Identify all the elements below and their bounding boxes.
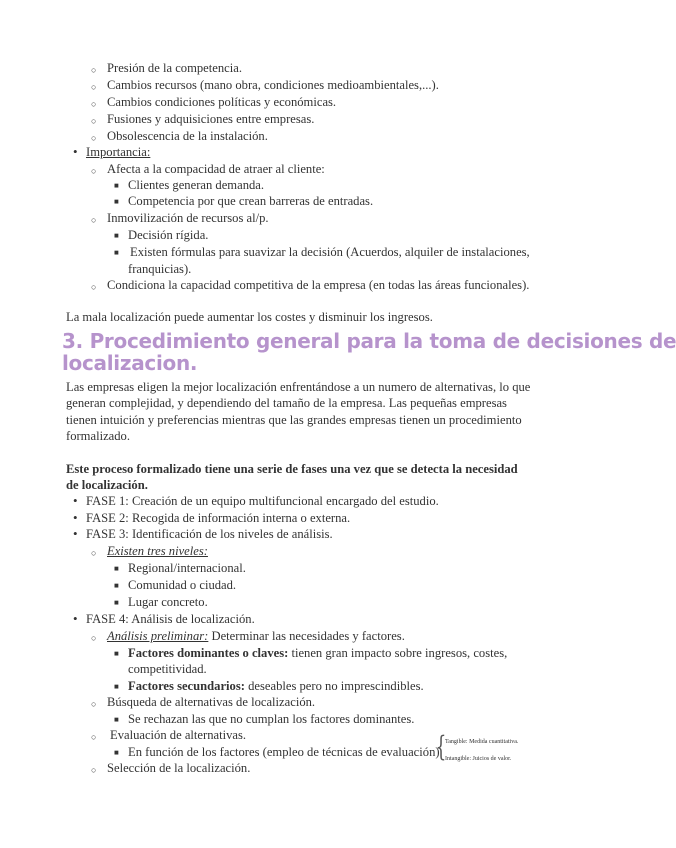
square-bullet: ■ <box>114 598 119 607</box>
list-item: Obsolescencia de la instalación. <box>107 129 268 143</box>
circle-bullet: ○ <box>91 282 97 292</box>
factores-dominantes-label: Factores dominantes o claves: <box>128 646 289 660</box>
list-item: Competencia por que crean barreras de entradas. <box>128 194 374 208</box>
fase-2 <box>86 510 350 526</box>
square-bullet: ■ <box>114 248 119 257</box>
section-title: 3. Procedimiento general para la toma de decisiones de <box>62 329 676 353</box>
circle-bullet: ○ <box>91 633 97 643</box>
importancia-heading: Importancia: <box>86 145 151 159</box>
list-item: Regional/internacional. <box>128 561 246 575</box>
list-item: Cambios recursos (mano obra, condiciones medioambientales,...). <box>107 78 439 92</box>
factores-dominantes-continuation: competitividad. <box>128 662 207 676</box>
fase-3-text: Identificación de los niveles de análisis. <box>128 527 333 541</box>
analisis-preliminar-text: Determinar las necesidades y factores. <box>208 629 405 643</box>
fase-1-text: Creación de un equipo multifuncional encargado del estudio. <box>128 494 439 508</box>
circle-bullet: ○ <box>91 765 97 775</box>
disc-bullet: • <box>73 144 78 159</box>
list-item: Cambios condiciones políticas y económicas. <box>107 95 337 109</box>
list-item: Se rechazan las que no cumplan los factores dominantes. <box>128 712 415 726</box>
list-item: Condiciona la capacidad competitiva de la empresa (en todas las áreas funcionales). <box>107 278 530 292</box>
list-item: En función de los factores (empleo de técnicas de evaluación) <box>128 745 440 759</box>
brace-symbol: { <box>435 730 447 763</box>
list-item: Comunidad o ciudad. <box>128 578 237 592</box>
list-item: Selección de la localización. <box>107 761 251 775</box>
square-bullet: ■ <box>114 682 119 691</box>
fase-1-label: FASE 1: <box>86 494 129 508</box>
list-item: Existen fórmulas para suavizar la decisión (Acuerdos, alquiler de instalaciones, <box>130 245 530 259</box>
circle-bullet: ○ <box>91 166 97 176</box>
paragraph: La mala localización puede aumentar los costes y disminuir los ingresos. <box>66 310 433 324</box>
fase-2-label: FASE 2: <box>86 511 129 525</box>
tangible-note: Tangible: Medida cuantitativa. <box>445 739 519 745</box>
circle-bullet: ○ <box>91 82 97 92</box>
paragraph-line: tienen intuición y preferencias mientras que las grandes empresas tienen un procedimiento <box>66 413 522 427</box>
factores-secundarios <box>128 678 424 694</box>
factores-dominantes <box>128 645 507 661</box>
circle-bullet: ○ <box>91 65 97 75</box>
factores-secundarios-text: deseables pero no imprescindibles. <box>244 679 424 693</box>
list-item: Decisión rígida. <box>128 228 209 242</box>
list-item: Afecta a la compacidad de atraer al cliente: <box>107 162 325 176</box>
list-item: Búsqueda de alternativas de localización. <box>107 695 316 709</box>
disc-bullet: • <box>73 510 78 525</box>
square-bullet: ■ <box>114 649 119 658</box>
list-item: Lugar concreto. <box>128 595 208 609</box>
analisis-preliminar-label: Análisis preliminar: <box>107 629 209 643</box>
list-item: Evaluación de alternativas. <box>110 728 247 742</box>
bold-paragraph-line: Este proceso formalizado tiene una serie de fases una vez que se detecta la necesidad <box>66 462 518 476</box>
list-item: Inmovilización de recursos al/p. <box>107 211 269 225</box>
circle-bullet: ○ <box>91 699 97 709</box>
paragraph-line: formalizado. <box>66 429 130 443</box>
disc-bullet: • <box>73 493 78 508</box>
fase-4 <box>86 611 255 627</box>
circle-bullet: ○ <box>91 116 97 126</box>
fase-3 <box>86 526 333 542</box>
fase-4-label: FASE 4: <box>86 612 129 626</box>
circle-bullet: ○ <box>91 133 97 143</box>
list-item: Fusiones y adquisiciones entre empresas. <box>107 112 315 126</box>
list-item: Presión de la competencia. <box>107 61 242 75</box>
fase-2-text: Recogida de información interna o externa. <box>128 511 351 525</box>
square-bullet: ■ <box>114 715 119 724</box>
paragraph-line: generan complejidad, y dependiendo del tamaño de la empresa. Las pequeñas empresas <box>66 396 507 410</box>
circle-bullet: ○ <box>91 548 97 558</box>
fase-3-label: FASE 3: <box>86 527 129 541</box>
paragraph-line: Las empresas eligen la mejor localización enfrentándose a un numero de alternativas, lo que <box>66 380 531 394</box>
disc-bullet: • <box>73 526 78 541</box>
square-bullet: ■ <box>114 581 119 590</box>
square-bullet: ■ <box>114 231 119 240</box>
square-bullet: ■ <box>114 748 119 757</box>
list-item-continuation: franquicias). <box>128 262 192 276</box>
fase-4-text: Análisis de localización. <box>128 612 255 626</box>
bold-paragraph-line: de localización. <box>66 478 148 492</box>
square-bullet: ■ <box>114 197 119 206</box>
factores-secundarios-label: Factores secundarios: <box>128 679 245 693</box>
circle-bullet: ○ <box>91 732 97 742</box>
intangible-note: Intangible: Juicios de valor. <box>445 756 512 762</box>
disc-bullet: • <box>73 611 78 626</box>
fase-1 <box>86 493 439 509</box>
section-title-continuation: localizacion. <box>62 351 198 375</box>
square-bullet: ■ <box>114 564 119 573</box>
list-item: Clientes generan demanda. <box>128 178 265 192</box>
factores-dominantes-text: tienen gran impacto sobre ingresos, costes, <box>288 646 508 660</box>
square-bullet: ■ <box>114 181 119 190</box>
circle-bullet: ○ <box>91 99 97 109</box>
circle-bullet: ○ <box>91 215 97 225</box>
niveles-heading: Existen tres niveles: <box>107 544 208 558</box>
analisis-preliminar <box>107 628 405 644</box>
